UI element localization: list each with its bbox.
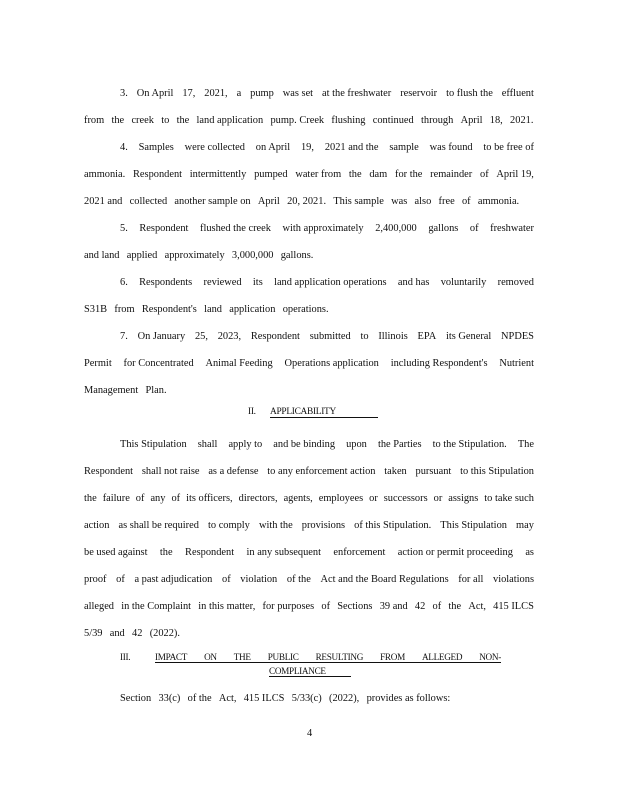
word-group: assigns [448,493,479,504]
word-group: also [414,196,432,207]
word-group: of [461,196,471,207]
word-group: proof [84,574,107,585]
word-group: 2021. [510,115,534,126]
word-group: Illinois [378,331,408,342]
word-group: to flush the [446,88,493,99]
word-group: sample [389,142,419,153]
word-group: in the Complaint [121,601,192,612]
word-group: reviewed [203,277,242,288]
word-group: ammonia. [84,169,126,180]
word-group: the [159,547,173,558]
word-group: gallons. [280,250,314,261]
word-group: creek [131,115,154,126]
word-group: 2021, [204,88,228,99]
word-group: 3. [120,88,128,99]
word-group: Respondent [250,331,300,342]
word-group: was found [429,142,473,153]
word-group: This Stipulation [440,520,507,531]
word-group: action or permit proceeding [397,547,513,558]
word-group: 42 [414,601,426,612]
word-group: Respondent's [141,304,197,315]
word-group: submitted [309,331,351,342]
word-group: flushed the creek [199,223,271,234]
word-group: Plan. [145,385,167,396]
section-number: II. [248,407,256,417]
word-group: (2022), [328,693,360,704]
word-group: 17, [182,88,196,99]
word-group: a past adjudication [134,574,213,585]
word-group: applied [126,250,158,261]
word-group: S31B [84,304,108,315]
word-group: the [111,115,125,126]
word-group: was [391,196,408,207]
word-group: 25, [194,331,208,342]
word-group: and be binding [273,439,336,450]
word-group: agents, [283,493,313,504]
word-group: Permit [84,358,112,369]
word-group: to [360,331,369,342]
word-group: of [432,601,442,612]
word-group: as shall be required [118,520,199,531]
word-group: effluent [501,88,534,99]
text-line [120,331,534,342]
section-heading-applicability [248,407,378,418]
word-group: the Parties [377,439,422,450]
word-group: collected [129,196,168,207]
text-line [120,88,534,99]
word-group: on April [255,142,291,153]
word-group: This sample [333,196,384,207]
word-group: 39 and [379,601,408,612]
word-group: ammonia. [477,196,520,207]
word-group: shall [197,439,218,450]
word-group: 2023, [217,331,242,342]
word-group: intermittently [189,169,247,180]
word-group: its General [445,331,492,342]
text-line [84,250,534,261]
word-group: approximately [164,250,225,261]
word-group: its [252,277,263,288]
text-line [84,547,534,558]
text-line [84,601,534,612]
word-group: of [222,574,231,585]
word-group: the [448,601,462,612]
text-line [84,466,534,477]
word-group: of the [187,693,212,704]
word-group: 6. [120,277,128,288]
word-group: (2022). [149,628,180,639]
word-group: a [236,88,242,99]
text-line [120,142,534,153]
word-group: pumped [254,169,288,180]
word-group: April 19, [496,169,534,180]
word-group: 2,400,000 [375,223,417,234]
word-group: 18, [489,115,503,126]
word-group: and land [84,250,120,261]
word-group: may [516,520,534,531]
text-line [84,358,534,369]
text-line [84,304,534,315]
word-group: reservoir [400,88,438,99]
word-group: 415 ILCS [243,693,285,704]
word-group: of this Stipulation. [354,520,432,531]
text-line [84,493,534,504]
section-title: APPLICABILITY [270,407,378,418]
text-line [84,115,534,126]
text-line [84,196,534,207]
word-group: pursuant [415,466,452,477]
word-group: as [525,547,534,558]
word-group: April [257,196,280,207]
text-line [84,169,534,180]
word-group: Respondent [185,547,235,558]
word-group: be used against [84,547,148,558]
title-word: ALLEGED [421,652,463,662]
word-group: Operations application [284,358,379,369]
word-group: EPA [417,331,437,342]
word-group: of [171,493,181,504]
word-group: land [204,304,222,315]
word-group: flushing [331,115,366,126]
title-word: FROM [380,652,405,662]
word-group: 415 ILCS [493,601,534,612]
word-group: Respondent [139,223,189,234]
word-group: water from [295,169,342,180]
word-group: in this matter, [198,601,256,612]
text-line [120,439,534,450]
word-group: 2021 and [84,196,123,207]
word-group: 7. [120,331,128,342]
word-group: NPDES [501,331,534,342]
word-group: voluntarily [440,277,487,288]
word-group: operations. [282,304,329,315]
word-group: any [150,493,166,504]
word-group: to comply [208,520,250,531]
title-word: NON- [479,652,501,662]
word-group: as a defense [208,466,259,477]
word-group: pump [250,88,274,99]
word-group: failure [102,493,130,504]
word-group: Management [84,385,139,396]
word-group: for the [394,169,423,180]
title-word: ON [204,652,217,662]
text-line [84,628,534,639]
section-title-line-2: COMPLIANCE [269,666,351,677]
word-group: Respondent [84,466,134,477]
word-group: another sample on [174,196,251,207]
word-group: and has [397,277,430,288]
word-group: shall not raise [141,466,200,477]
word-group: free [438,196,455,207]
word-group: employees [318,493,364,504]
word-group: to [161,115,170,126]
word-group: 42 [132,628,143,639]
word-group: This Stipulation [120,439,187,450]
page-number: 4 [307,728,313,739]
word-group: Samples [138,142,174,153]
word-group: On April [136,88,174,99]
word-group: 3,000,000 [231,250,274,261]
word-group: land application operations [274,277,387,288]
word-group: pump. Creek [270,115,325,126]
word-group: 2021 and the [324,142,379,153]
word-group: Respondent [133,169,183,180]
word-group: in any subsequent [246,547,321,558]
text-line [84,520,534,531]
section-title-line-1 [155,652,501,663]
word-group: land application [196,115,264,126]
word-group: at the freshwater [322,88,392,99]
word-group: gallons [428,223,459,234]
word-group: Sections [337,601,373,612]
word-group: continued [372,115,414,126]
word-group: Respondents [139,277,193,288]
word-group: the [348,169,362,180]
word-group: to the Stipulation. [432,439,507,450]
word-group: the [84,493,97,504]
word-group: The [517,439,534,450]
word-group: taken [384,466,407,477]
word-group: of [321,601,331,612]
word-group: directors, [238,493,278,504]
title-word: PUBLIC [267,652,299,662]
word-group: with approximately [282,223,364,234]
word-group: provisions [301,520,346,531]
text-line [84,574,534,585]
text-line [84,385,534,396]
word-group: of the [286,574,311,585]
text-line [120,693,534,704]
word-group: enforcement [333,547,386,558]
word-group: freshwater [490,223,534,234]
word-group: were collected [184,142,245,153]
word-group: 5/39 [84,628,103,639]
word-group: for Concentrated [123,358,194,369]
word-group: On January [137,331,186,342]
word-group: Act, [468,601,486,612]
word-group: Act, [218,693,237,704]
word-group: of [469,223,479,234]
word-group: 33(c) [158,693,181,704]
word-group: action [84,520,110,531]
word-group: remainder [430,169,473,180]
word-group: including Respondent's [390,358,488,369]
word-group: from [114,304,135,315]
word-group: or [433,493,443,504]
word-group: to be free of [483,142,534,153]
word-group: successors [383,493,428,504]
title-word: RESULTING [315,652,364,662]
word-group: upon [346,439,367,450]
word-group: removed [497,277,534,288]
word-group: provides as follows: [366,693,451,704]
word-group: violations [493,574,534,585]
word-group: to this Stipulation [460,466,534,477]
title-word: THE [233,652,251,662]
word-group: was set [282,88,314,99]
word-group: for purposes [262,601,315,612]
word-group: violation [240,574,278,585]
word-group: application [229,304,276,315]
title-word: IMPACT [155,652,188,662]
word-group: for all [458,574,484,585]
word-group: of [480,169,489,180]
word-group: dam [369,169,388,180]
word-group: 19, [300,142,314,153]
word-group: April [460,115,483,126]
word-group: 20, 2021. [287,196,327,207]
word-group: 4. [120,142,128,153]
text-line [120,223,534,234]
word-group: Act and the Board Regulations [320,574,449,585]
word-group: 5. [120,223,128,234]
word-group: with the [258,520,293,531]
word-group: its officers, [186,493,233,504]
word-group: and [109,628,125,639]
word-group: 5/33(c) [291,693,322,704]
word-group: alleged [84,601,114,612]
word-group: Animal Feeding [205,358,273,369]
word-group: Nutrient [499,358,534,369]
word-group: the [176,115,190,126]
word-group: to take such [484,493,534,504]
word-group: apply to [228,439,263,450]
text-line [120,277,534,288]
word-group: to any enforcement action [267,466,376,477]
word-group: of [135,493,145,504]
word-group: Section [120,693,152,704]
word-group: through [420,115,454,126]
word-group: from [84,115,105,126]
section-number: III. [120,652,131,662]
word-group: or [369,493,378,504]
word-group: of [116,574,125,585]
